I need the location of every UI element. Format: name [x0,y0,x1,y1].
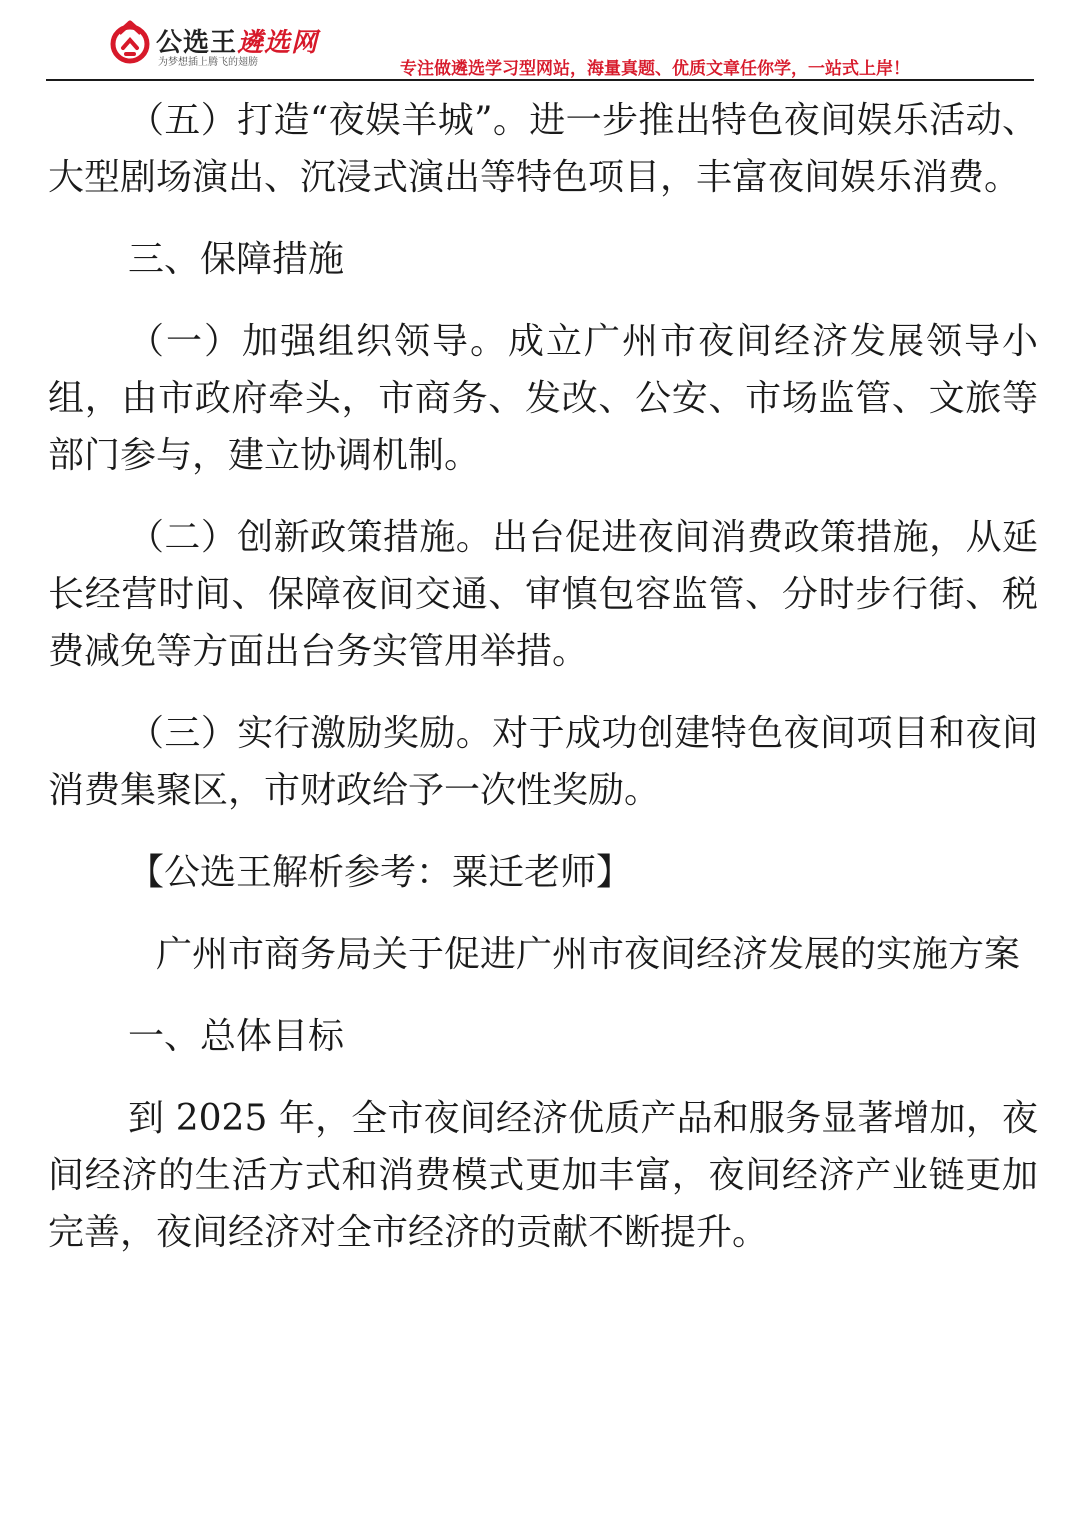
page-header [0,0,1080,84]
document-title: 广州市商务局关于促进广州市夜间经济发展的实施方案 [155,934,1020,975]
section-heading-overall-goal: 一、总体目标 [128,1016,345,1057]
section-heading-safeguards: 三、保障措施 [128,239,345,280]
header-divider [46,79,1034,81]
seal-logo-icon [110,20,150,66]
paragraph-night-entertainment: （五）打造“夜娱羊城”。进一步推出特色夜间娱乐活动、大型剧场演出、沉浸式演出等特色项目，丰富夜间娱乐消费。 [48,100,1038,198]
paragraph-organization: （一）加强组织领导。成立广州市夜间经济发展领导小组，由市政府牵头，市商务、发改、公安、市场监管、文旅等部门参与，建立协调机制。 [48,321,1038,476]
paragraph-goal-2025: 到 2025 年，全市夜间经济优质产品和服务显著增加，夜间经济的生活方式和消费模式更加丰富，夜间经济产业链更加完善，夜间经济对全市经济的贡献不断提升。 [48,1098,1038,1253]
header-tagline: 专注做遴选学习型网站，海量真题、优质文章任你学，一站式上岸！ [400,59,910,79]
analysis-reference-note: 【公选王解析参考：粟迁老师】 [128,852,633,893]
logo-name-accent: 遴选网 [237,28,319,58]
document-body [48,92,1038,1261]
logo-name-prefix: 公选王 [156,28,238,58]
logo-slogan: 为梦想插上腾飞的翅膀 [158,57,258,68]
paragraph-incentives: （三）实行激励奖励。对于成功创建特色夜间项目和夜间消费集聚区，市财政给予一次性奖励。 [48,713,1038,811]
paragraph-policy: （二）创新政策措施。出台促进夜间消费政策措施，从延长经营时间、保障夜间交通、审慎包容监管、分时步行街、税费减免等方面出台务实管用举措。 [48,517,1038,672]
site-logo[interactable] [110,20,350,70]
